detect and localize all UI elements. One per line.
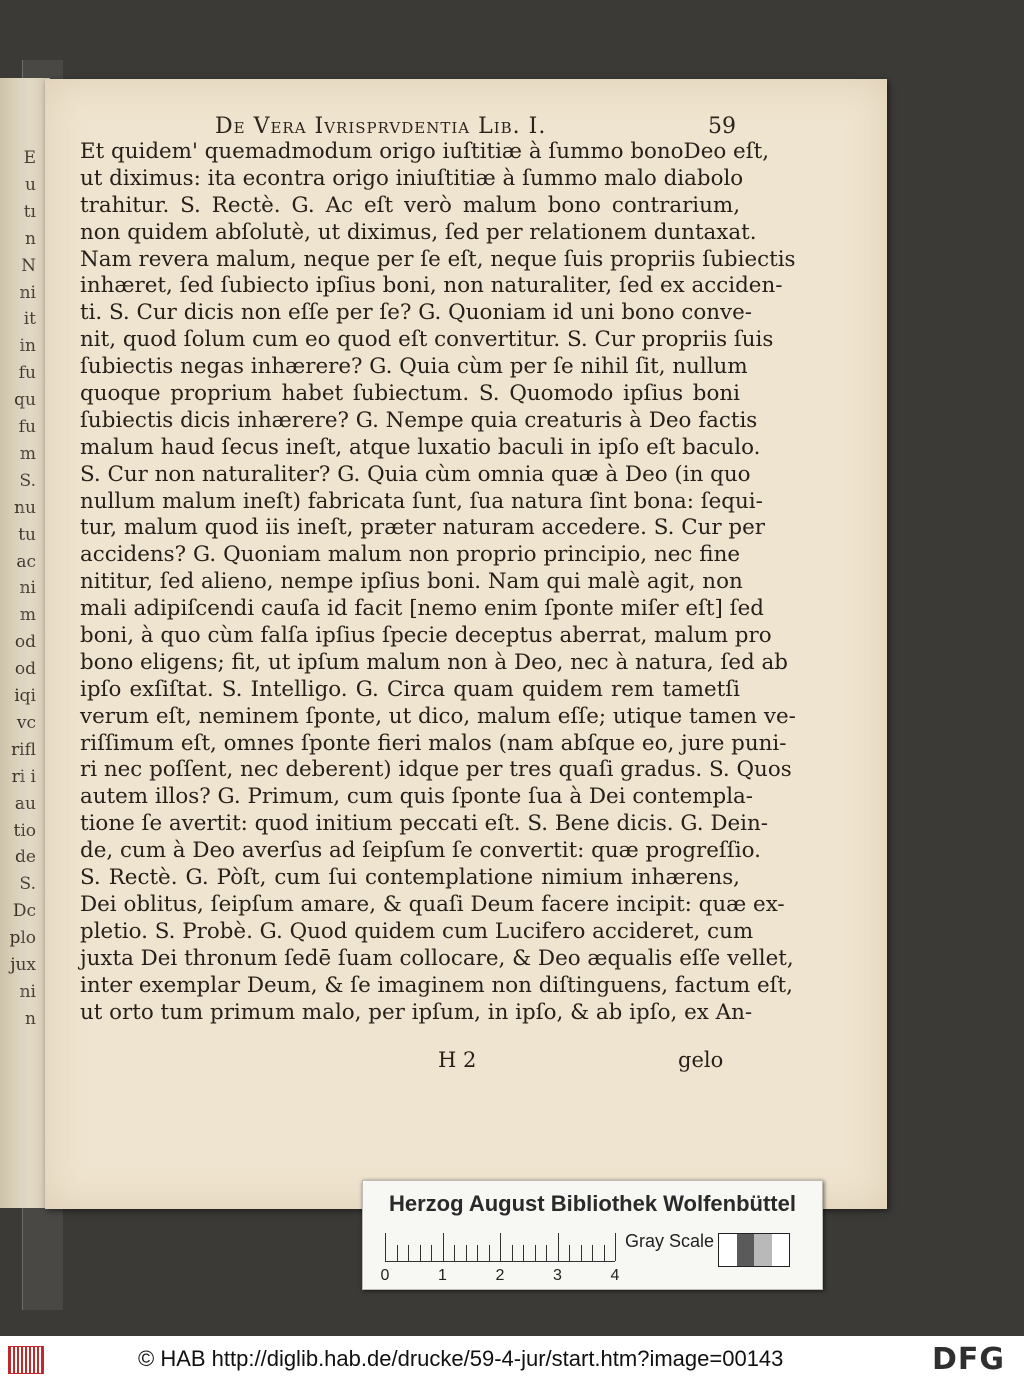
ruler-tick bbox=[569, 1245, 570, 1261]
adjacent-page-line: ri i bbox=[11, 766, 36, 787]
adjacent-page-line: m bbox=[19, 443, 36, 464]
gray-scale-card bbox=[362, 1180, 823, 1290]
gray-scale-swatches bbox=[718, 1233, 790, 1267]
adjacent-page-line: iqi bbox=[14, 686, 36, 706]
adjacent-page-line: ni bbox=[19, 981, 36, 1002]
adjacent-page-line: S. bbox=[19, 470, 36, 491]
copyright-link[interactable]: © HAB http://diglib.hab.de/drucke/59-4-jur/start.htm?image=00143 bbox=[138, 1346, 784, 1371]
ruler-tick bbox=[385, 1233, 386, 1261]
text-line: ut diximus: ita econtra origo iniuſtitiæ à ſummo malo diabolo bbox=[80, 165, 744, 191]
adjacent-page-line: n bbox=[25, 228, 36, 249]
text-line: Et quidem' quemadmodum origo iuſtitiæ à ſummo bonoDeo eſt, bbox=[80, 139, 770, 164]
adjacent-page-line: it bbox=[23, 309, 36, 330]
text-line: non quidem abſolutè, ut diximus, ſed per relationem duntaxat. bbox=[80, 219, 757, 245]
ruler-tick bbox=[420, 1245, 421, 1261]
ruler-tick bbox=[523, 1245, 524, 1261]
gray-swatch bbox=[754, 1234, 772, 1266]
ruler-tick bbox=[512, 1245, 513, 1261]
adjacent-page-line: S. bbox=[19, 874, 36, 895]
text-line: ut orto tum primum malo, per ipſum, in ipſo, & ab ipſo, ex An- bbox=[80, 999, 753, 1025]
adjacent-page-line: qu bbox=[14, 390, 36, 411]
text-line: ſubiectis negas inhærere? G. Quia cùm per ſe nihil ſit, nullum bbox=[80, 354, 748, 380]
adjacent-page-line: fu bbox=[18, 417, 36, 437]
text-line: bono eligens; fit, ut ipſum malum non à Deo, nec à natura, ſed ab bbox=[80, 649, 788, 675]
text-line: de, cum à Deo averſus ad ſeipſum ſe convertit: quæ progreſſio. bbox=[80, 838, 761, 864]
ruler-number: 3 bbox=[553, 1267, 562, 1284]
text-line: malum haud ſecus ineſt, atque luxatio baculi in ipſo eſt baculo. bbox=[80, 434, 761, 460]
ruler-tick bbox=[454, 1245, 455, 1261]
ruler-tick bbox=[431, 1245, 432, 1261]
text-line: nititur, ſed alieno, nempe ipſius boni. Nam qui malè agit, non bbox=[80, 569, 743, 595]
adjacent-page-line: u bbox=[25, 174, 36, 195]
ruler-tick bbox=[615, 1233, 616, 1261]
adjacent-page-line: Dc bbox=[12, 901, 36, 922]
signature-mark: H 2 bbox=[438, 1048, 477, 1072]
adjacent-page-line: od bbox=[14, 659, 36, 680]
ruler-tick bbox=[592, 1245, 593, 1261]
text-line: autem illos? G. Primum, cum quis ſponte ſua à Dei contempla- bbox=[80, 784, 754, 810]
ruler-tick bbox=[546, 1245, 547, 1261]
ruler-tick bbox=[581, 1245, 582, 1261]
adjacent-page-line: m bbox=[19, 605, 36, 626]
text-line: accidens? G. Quoniam malum non proprio principio, nec fine bbox=[80, 542, 740, 568]
text-line: verum eſt, neminem ſponte, ut dico, malum eſſe; utique tamen ve- bbox=[80, 703, 796, 729]
adjacent-page-line: od bbox=[14, 632, 36, 653]
ruler-tick bbox=[489, 1245, 490, 1261]
text-line: ri nec poſſent, nec deberent) idque per tres quaſi gradus. S. Quos bbox=[80, 757, 792, 783]
ruler-tick bbox=[397, 1245, 398, 1261]
catchword: gelo bbox=[678, 1048, 724, 1072]
adjacent-page-line: vc bbox=[16, 712, 36, 733]
adjacent-page-line: jux bbox=[10, 955, 36, 975]
library-name: Herzog August Bibliothek Wolfenbüttel bbox=[389, 1191, 796, 1216]
text-line: nit, quod ſolum cum eo quod eſt convertitur. S. Cur propriis ſuis bbox=[80, 327, 774, 353]
ruler-tick bbox=[558, 1233, 559, 1261]
adjacent-page-line: nu bbox=[14, 497, 36, 518]
page-text bbox=[80, 139, 796, 1026]
text-line: nullum malum ineſt) fabricata ſunt, ſua natura ſint bona: ſequi- bbox=[80, 488, 763, 514]
text-line: Nam revera malum, neque per ſe eſt, neque ſuis propriis ſubiectis bbox=[80, 246, 796, 272]
ruler-tick bbox=[466, 1245, 467, 1261]
gray-swatch bbox=[719, 1234, 737, 1266]
text-line: inter exemplar Deum, & ſe imaginem non diſtinguens, factum eſt, bbox=[80, 972, 793, 998]
text-line: juxta Dei thronum ſedē ſuam collocare, & Deo æqualis eſſe vellet, bbox=[80, 945, 794, 971]
adjacent-page-line: fu bbox=[18, 363, 36, 384]
footer-bar bbox=[0, 1336, 1024, 1383]
ruler-tick bbox=[500, 1233, 501, 1261]
text-line: trahitur. S. Rectè. G. Ac eſt verò malum bono contrarium, bbox=[80, 192, 740, 218]
gray-swatch bbox=[772, 1234, 790, 1266]
hab-logo-icon bbox=[8, 1346, 44, 1374]
adjacent-page-line: de bbox=[15, 847, 36, 868]
ruler-tick bbox=[535, 1245, 536, 1261]
dfg-logo: DFG bbox=[932, 1342, 1006, 1377]
text-line: tur, malum quod iis ineſt, præter naturam accedere. S. Cur per bbox=[80, 515, 765, 541]
text-line: riſſimum eſt, omnes ſponte fieri malos (nam abſque eo, jure puni- bbox=[80, 730, 787, 756]
ruler-tick bbox=[443, 1233, 444, 1261]
ruler-tick bbox=[408, 1245, 409, 1261]
adjacent-page-line: tı bbox=[23, 201, 36, 222]
ruler-number: 4 bbox=[610, 1267, 620, 1284]
text-line: tione ſe avertit: quod initium peccati eſt. S. Bene dicis. G. Dein- bbox=[80, 811, 768, 837]
adjacent-page-line: au bbox=[14, 793, 36, 814]
adjacent-page-line: ac bbox=[16, 551, 36, 572]
text-line: pletio. S. Probè. G. Quod quidem cum Lucifero accideret, cum bbox=[80, 918, 754, 944]
text-line: ti. S. Cur dicis non eſſe per ſe? G. Quoniam id uni bono conve- bbox=[80, 300, 752, 326]
text-line: inhæret, ſed ſubiecto ipſius boni, non naturaliter, ſed ex acciden- bbox=[80, 273, 783, 299]
text-line: ipſo exſiſtat. S. Intelligo. G. Circa quam quidem rem tametſi bbox=[80, 676, 740, 702]
adjacent-page-line: E bbox=[23, 148, 36, 168]
text-line: ſubiectis dicis inhærere? G. Nempe quia creaturis à Deo factis bbox=[80, 407, 758, 433]
adjacent-page-line: ni bbox=[19, 578, 36, 599]
adjacent-page-line: plo bbox=[9, 928, 36, 949]
text-line: boni, à quo cùm falſa ipſius ſpecie deceptus aberrat, malum pro bbox=[80, 623, 772, 649]
gray-swatch bbox=[737, 1234, 755, 1266]
text-line: S. Cur non naturaliter? G. Quia cùm omnia quæ à Deo (in quo bbox=[80, 461, 751, 487]
adjacent-page-line: tio bbox=[13, 820, 36, 841]
adjacent-page-line: tu bbox=[18, 524, 36, 545]
ruler-number: 1 bbox=[438, 1267, 447, 1284]
ruler-tick bbox=[604, 1245, 605, 1261]
gray-scale-label: Gray Scale bbox=[625, 1231, 715, 1251]
measurement-ruler bbox=[385, 1233, 615, 1262]
running-head-title: De Vera Ivrisprvdentia Lib. I. bbox=[215, 114, 547, 139]
text-line: Dei oblitus, ſeipſum amare, & quaſi Deum facere incipit: quæ ex- bbox=[80, 891, 785, 917]
ruler-number: 2 bbox=[495, 1267, 505, 1284]
ruler-tick bbox=[477, 1245, 478, 1261]
ruler-number: 0 bbox=[380, 1267, 390, 1284]
adjacent-page-line: N bbox=[21, 255, 36, 276]
text-line: S. Rectè. G. Pòſt, cum ſui contemplatione nimium inhærens, bbox=[80, 865, 740, 891]
adjacent-page-line: rifl bbox=[11, 739, 36, 760]
adjacent-page-line: ni bbox=[19, 282, 36, 303]
page-number: 59 bbox=[708, 114, 736, 139]
adjacent-page-line: n bbox=[25, 1008, 36, 1029]
text-line: mali adipiſcendi cauſa id facit [nemo enim ſponte miſer eſt] ſed bbox=[80, 596, 764, 622]
adjacent-page-line: in bbox=[19, 336, 36, 357]
text-line: quoque proprium habet ſubiectum. S. Quomodo ipſius boni bbox=[80, 381, 740, 407]
